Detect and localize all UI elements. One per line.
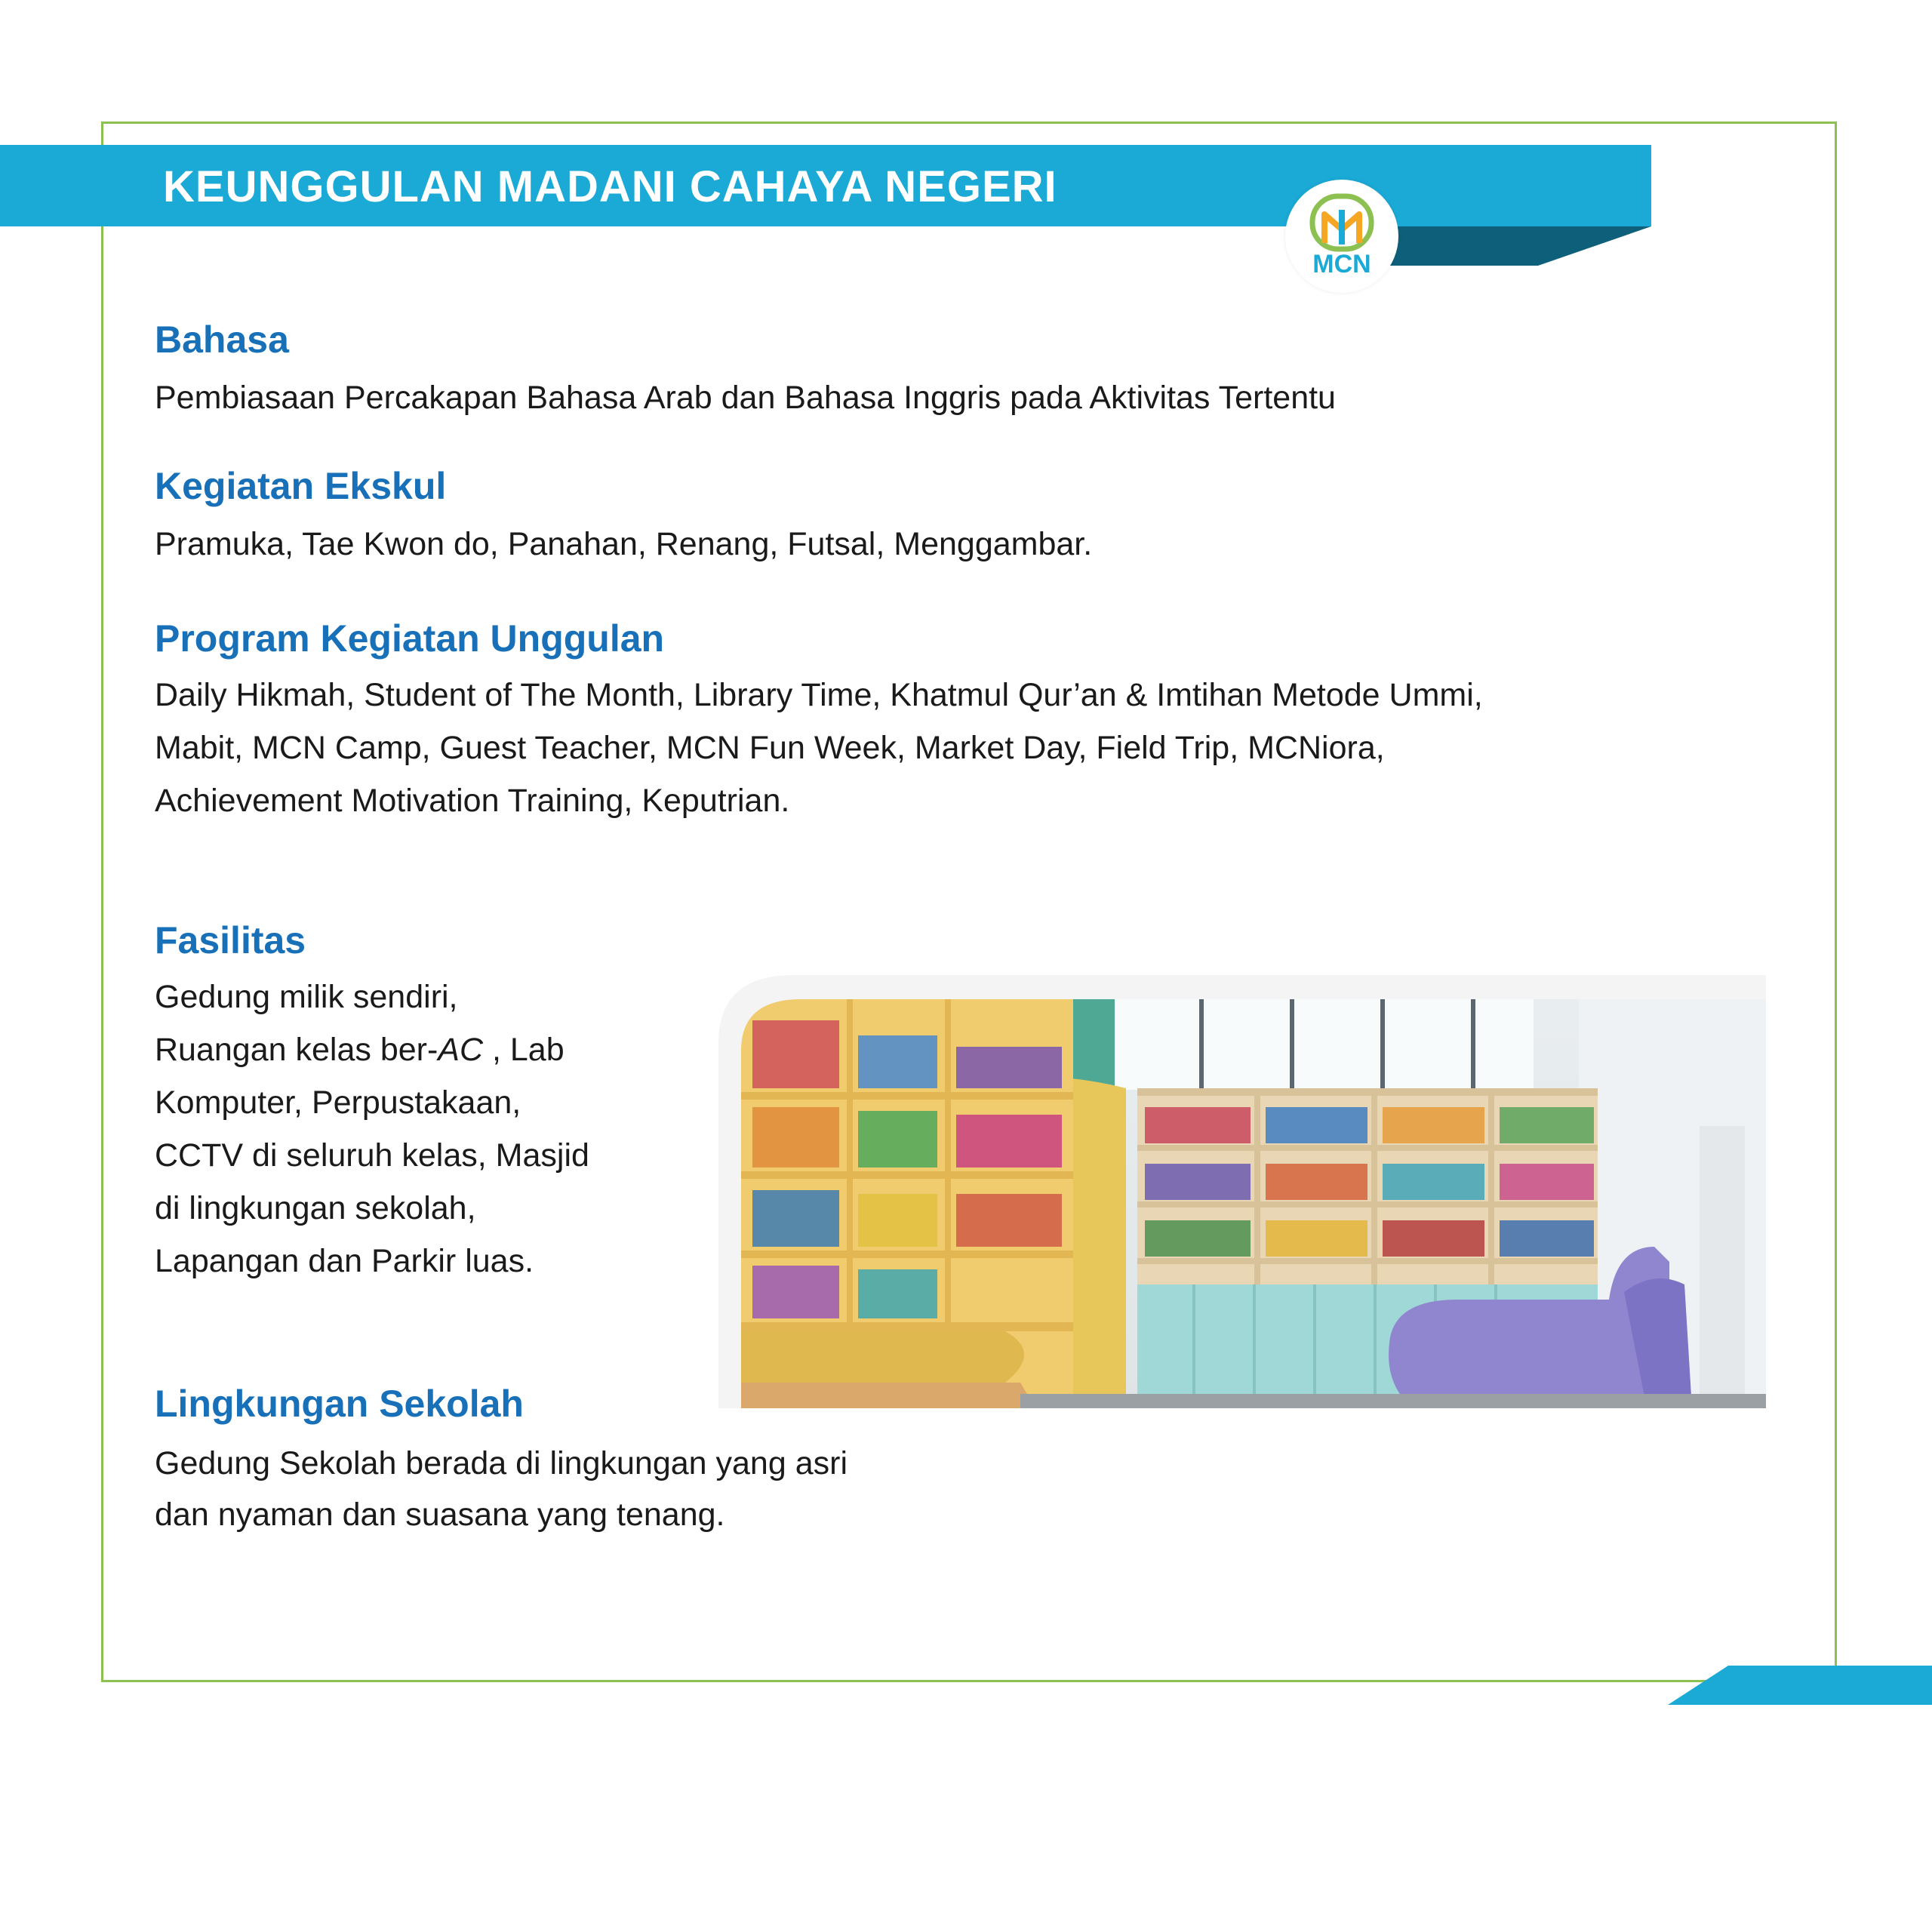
library-photo bbox=[718, 975, 1766, 1408]
text-ekskul: Pramuka, Tae Kwon do, Panahan, Renang, Futsal, Menggambar. bbox=[155, 526, 1093, 562]
heading-program: Program Kegiatan Unggulan bbox=[155, 617, 665, 660]
mcn-logo bbox=[1285, 180, 1398, 293]
text-bahasa: Pembiasaan Percakapan Bahasa Arab dan Bahasa Inggris pada Aktivitas Tertentu bbox=[155, 380, 1336, 416]
page-title: KEUNGGULAN MADANI CAHAYA NEGERI bbox=[163, 162, 1057, 211]
text-lingkungan-line-2: dan nyaman dan suasana yang tenang. bbox=[155, 1497, 725, 1533]
text-fasilitas-line-6: Lapangan dan Parkir luas. bbox=[155, 1243, 534, 1279]
text-program-line-1: Daily Hikmah, Student of The Month, Library Time, Khatmul Qur’an & Imtihan Metode Ummi, bbox=[155, 677, 1483, 713]
text-program-line-3: Achievement Motivation Training, Keputrian. bbox=[155, 783, 790, 819]
text-fasilitas-line-2-post: , Lab bbox=[483, 1032, 565, 1068]
text-fasilitas-line-5: di lingkungan sekolah, bbox=[155, 1190, 476, 1226]
heading-fasilitas: Fasilitas bbox=[155, 919, 306, 961]
text-fasilitas-line-3: Komputer, Perpustakaan, bbox=[155, 1084, 521, 1121]
text-fasilitas-line-1: Gedung milik sendiri, bbox=[155, 979, 458, 1015]
heading-lingkungan: Lingkungan Sekolah bbox=[155, 1383, 524, 1425]
mcn-logo-mark-icon bbox=[1285, 180, 1398, 255]
corner-accent-shape bbox=[1668, 1666, 1932, 1705]
text-fasilitas-line-2 bbox=[155, 1023, 565, 1076]
text-fasilitas-line-4: CCTV di seluruh kelas, Masjid bbox=[155, 1137, 589, 1174]
text-fasilitas-ac: AC bbox=[438, 1032, 484, 1068]
library-illustration bbox=[718, 975, 1766, 1408]
text-program-line-2: Mabit, MCN Camp, Guest Teacher, MCN Fun Week, Market Day, Field Trip, MCNiora, bbox=[155, 730, 1385, 766]
heading-ekskul: Kegiatan Ekskul bbox=[155, 465, 447, 507]
text-lingkungan-line-1: Gedung Sekolah berada di lingkungan yang asri bbox=[155, 1445, 848, 1481]
logo-text: MCN bbox=[1312, 250, 1371, 278]
heading-bahasa: Bahasa bbox=[155, 318, 289, 361]
text-fasilitas-line-2-pre: Ruangan kelas ber- bbox=[155, 1032, 438, 1068]
